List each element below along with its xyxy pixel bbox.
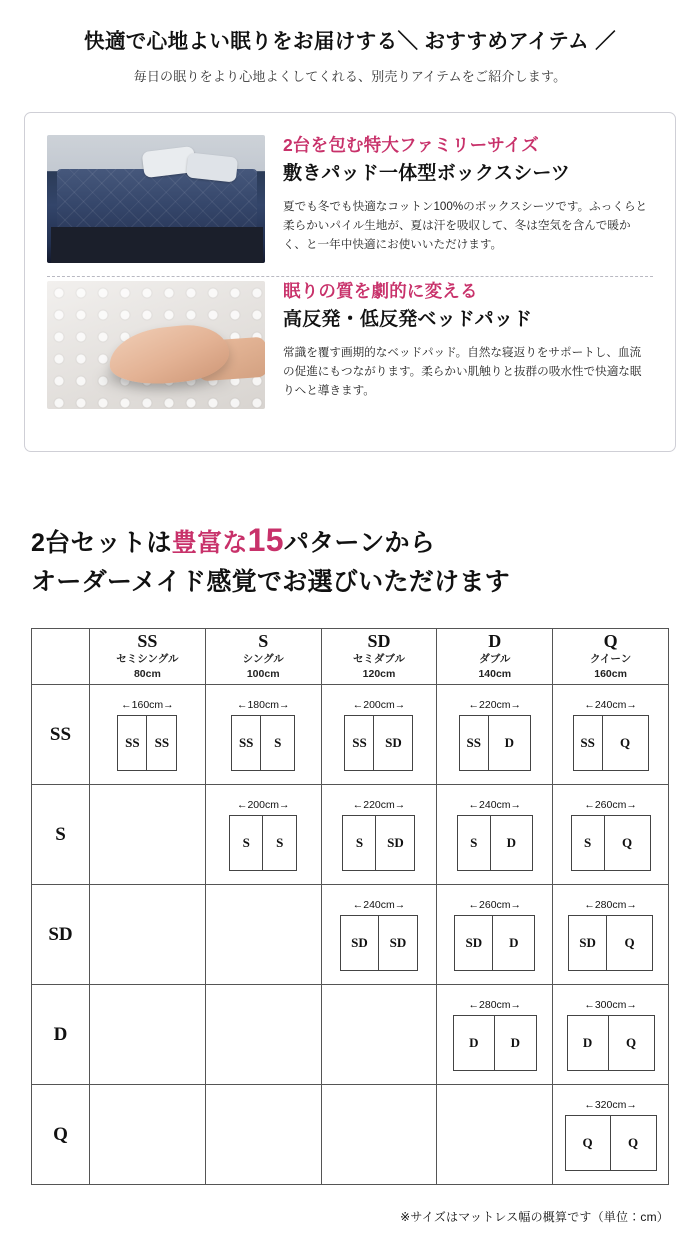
cell-q-ss-empty	[90, 1085, 206, 1185]
items-divider	[47, 276, 653, 277]
cell-s-d	[437, 785, 553, 885]
size-combination-table	[31, 628, 669, 1185]
col-q-jp: クイーン	[589, 653, 632, 666]
col-d-cm: 140cm	[478, 667, 512, 680]
pattern-heading-line2: オーダーメイド感覚でお選びいただけます	[31, 568, 510, 596]
col-s-abbr: S	[258, 631, 269, 652]
bed-block: S	[571, 815, 605, 871]
recommended-item-1-text	[265, 135, 653, 263]
pattern-heading-part-b: パターンから	[283, 529, 436, 557]
cell-q-q	[553, 1085, 669, 1185]
row-head-q: Q	[32, 1085, 90, 1185]
item-1-description: 夏でも冬でも快適なコットン100%のボックスシーツです。ふっくらと柔らかいパイル生地が、夏は汗を吸収して、冬は空気を含んで暖かく、と一年中快適にお使いいただけます。	[283, 199, 648, 252]
size-table-col-s	[205, 629, 321, 685]
box-sheet-photo	[47, 135, 265, 263]
cell-sd-sd-total: ←240cm→	[352, 898, 406, 911]
col-ss-abbr: SS	[137, 631, 158, 652]
table-row	[32, 985, 669, 1085]
cell-ss-sd-total: ←200cm→	[352, 698, 406, 711]
cell-ss-ss-total: ←160cm→	[121, 698, 174, 711]
cell-d-s-empty	[205, 985, 321, 1085]
bed-block: D	[567, 1015, 609, 1071]
cell-d-sd-empty	[321, 985, 437, 1085]
bed-block: Q	[605, 815, 651, 871]
bed-block: Q	[603, 715, 649, 771]
col-s-jp: シングル	[242, 653, 284, 666]
size-table-head	[32, 629, 669, 685]
bed-block: D	[493, 915, 535, 971]
bed-block: S	[457, 815, 491, 871]
cell-d-d	[437, 985, 553, 1085]
bed-block: D	[495, 1015, 537, 1071]
recommended-items-card	[24, 112, 676, 452]
recommended-item-1	[25, 113, 675, 263]
cell-q-d-empty	[437, 1085, 553, 1185]
pattern-heading	[31, 516, 671, 602]
recommended-item-2-text	[265, 281, 653, 409]
bed-block: SS	[231, 715, 261, 771]
bed-block: D	[453, 1015, 495, 1071]
pattern-heading-part-a: 2台セットは	[31, 529, 172, 557]
pattern-heading-line1	[31, 516, 671, 564]
item-2-name: 高反発・低反発ベッドパッド	[283, 309, 533, 330]
cell-s-q	[553, 785, 669, 885]
bed-block: SD	[374, 715, 413, 771]
size-table-corner-cell	[32, 629, 90, 685]
page-title: 快適で心地よい眠りをお届けする＼ おすすめアイテム ／	[83, 30, 617, 53]
col-ss-jp: セミシングル	[116, 653, 179, 666]
col-d-jp: ダブル	[479, 653, 511, 666]
cell-s-sd-total: ←220cm→	[352, 798, 406, 811]
bed-block: S	[261, 715, 295, 771]
bed-block: Q	[607, 915, 653, 971]
bed-block: SD	[568, 915, 607, 971]
cell-d-d-total: ←280cm→	[468, 998, 522, 1011]
item-2-lead: 眠りの質を劇的に変える	[283, 281, 478, 301]
col-d-abbr: D	[488, 631, 502, 652]
col-s-cm: 100cm	[246, 667, 280, 680]
cell-d-q-total: ←300cm→	[584, 998, 637, 1011]
bed-block: S	[263, 815, 297, 871]
cell-sd-s-empty	[205, 885, 321, 985]
cell-q-q-total: ←320cm→	[584, 1098, 637, 1111]
size-table-col-ss	[90, 629, 206, 685]
bed-block: S	[342, 815, 376, 871]
row-head-ss: SS	[32, 685, 90, 785]
item-1-lead: 2台を包む特大ファミリーサイズ	[283, 135, 539, 155]
bed-block: SS	[459, 715, 489, 771]
cell-ss-ss	[90, 685, 206, 785]
col-q-abbr: Q	[603, 631, 618, 652]
cell-sd-d	[437, 885, 553, 985]
cell-sd-ss-empty	[90, 885, 206, 985]
cell-sd-sd	[321, 885, 437, 985]
cell-s-s-total: ←200cm→	[236, 798, 290, 811]
bed-block: Q	[611, 1115, 657, 1171]
col-q-cm: 160cm	[594, 667, 627, 680]
row-head-sd: SD	[32, 885, 90, 985]
size-table-note: ※サイズはマットレス幅の概算です（単位：cm）	[400, 1210, 669, 1224]
bed-block: D	[491, 815, 533, 871]
bed-block: SS	[344, 715, 374, 771]
row-head-s: S	[32, 785, 90, 885]
item-2-description: 常識を覆す画期的なベッドパッド。自然な寝返りをサポートし、血流の促進にもつながります。柔らかい肌触りと抜群の吸水性で快適な眠りへと導きます。	[283, 345, 642, 398]
page-header	[0, 0, 700, 85]
table-row	[32, 685, 669, 785]
cell-s-s	[205, 785, 321, 885]
col-ss-cm: 80cm	[133, 667, 161, 680]
col-sd-jp: セミダブル	[352, 653, 406, 666]
cell-q-sd-empty	[321, 1085, 437, 1185]
cell-ss-q	[553, 685, 669, 785]
bed-block: SS	[117, 715, 147, 771]
cell-ss-s-total: ←180cm→	[236, 698, 290, 711]
cell-s-ss-empty	[90, 785, 206, 885]
cell-q-s-empty	[205, 1085, 321, 1185]
cell-ss-d	[437, 685, 553, 785]
size-table-col-d	[437, 629, 553, 685]
bed-block: S	[229, 815, 263, 871]
cell-sd-q	[553, 885, 669, 985]
size-table-col-sd	[321, 629, 437, 685]
cell-ss-s	[205, 685, 321, 785]
cell-ss-q-total: ←240cm→	[584, 698, 637, 711]
cell-sd-q-total: ←280cm→	[584, 898, 637, 911]
cell-sd-d-total: ←260cm→	[468, 898, 522, 911]
col-sd-cm: 120cm	[362, 667, 396, 680]
bed-block: SD	[379, 915, 418, 971]
size-table-body	[32, 685, 669, 1185]
cell-ss-sd	[321, 685, 437, 785]
table-row	[32, 1085, 669, 1185]
size-table-col-q	[553, 629, 669, 685]
col-sd-abbr: SD	[367, 631, 391, 652]
cell-s-q-total: ←260cm→	[584, 798, 637, 811]
bed-block: SD	[376, 815, 415, 871]
table-row	[32, 785, 669, 885]
cell-s-sd	[321, 785, 437, 885]
pattern-count: 15	[247, 522, 284, 558]
cell-ss-d-total: ←220cm→	[468, 698, 522, 711]
bed-block: SD	[340, 915, 379, 971]
table-row	[32, 885, 669, 985]
item-1-name: 敷きパッド一体型ボックスシーツ	[283, 163, 571, 184]
bed-block: D	[489, 715, 531, 771]
bed-block: Q	[609, 1015, 655, 1071]
row-head-d: D	[32, 985, 90, 1085]
size-table-header-row	[32, 629, 669, 685]
cell-s-d-total: ←240cm→	[468, 798, 522, 811]
cell-d-q	[553, 985, 669, 1085]
page-subtitle: 毎日の眠りをより心地よくしてくれる、別売りアイテムをご紹介します。	[133, 69, 567, 84]
pattern-heading-highlight: 豊富な	[171, 529, 248, 557]
bed-block: SS	[573, 715, 603, 771]
bed-block: Q	[565, 1115, 611, 1171]
bed-block: SS	[147, 715, 177, 771]
cell-d-ss-empty	[90, 985, 206, 1085]
recommended-item-2	[25, 263, 675, 409]
bed-block: SD	[454, 915, 493, 971]
bed-pad-photo	[47, 281, 265, 409]
